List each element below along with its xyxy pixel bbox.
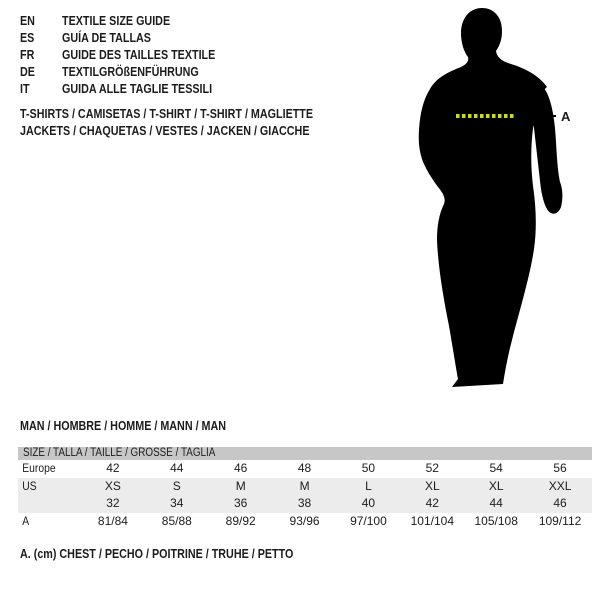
size-table bbox=[18, 447, 592, 530]
table-row bbox=[18, 460, 592, 478]
row-label: A bbox=[22, 513, 30, 528]
category-text: T-SHIRTS / CAMISETAS / T-SHIRT / T-SHIRT / MAGLIETTE bbox=[20, 107, 314, 121]
size-cell: 105/108 bbox=[474, 513, 518, 528]
size-cell: 46 bbox=[234, 461, 248, 475]
row-label bbox=[18, 495, 72, 513]
size-cell: 34 bbox=[170, 496, 184, 510]
size-cell: M bbox=[235, 478, 246, 493]
language-label: TEXTILGRÖßENFÜHRUNG bbox=[62, 65, 199, 79]
category-row bbox=[20, 106, 361, 123]
size-cell: XL bbox=[424, 478, 440, 493]
section-title bbox=[20, 419, 260, 433]
size-cell: 46 bbox=[553, 496, 567, 510]
size-table-header bbox=[18, 447, 592, 460]
size-cell: 52 bbox=[425, 461, 439, 475]
table-row bbox=[18, 495, 592, 513]
size-cell: S bbox=[172, 478, 181, 493]
language-row bbox=[20, 47, 240, 64]
man-silhouette-figure bbox=[400, 0, 585, 400]
size-cell: 50 bbox=[361, 461, 376, 475]
category-row bbox=[20, 123, 361, 140]
language-row bbox=[20, 30, 240, 47]
row-label: US bbox=[22, 478, 37, 493]
size-cell: 97/100 bbox=[350, 513, 387, 528]
size-table-rows bbox=[18, 460, 592, 530]
size-cell: XL bbox=[488, 478, 504, 493]
language-row bbox=[20, 13, 240, 30]
table-row bbox=[18, 513, 592, 531]
measurement-footnote-text: A. (cm) CHEST / PECHO / POITRINE / TRUHE / PETTO bbox=[20, 547, 294, 561]
size-cell: 89/92 bbox=[225, 513, 256, 528]
language-label: TEXTILE SIZE GUIDE bbox=[62, 14, 171, 28]
size-cell: 81/84 bbox=[97, 513, 128, 528]
size-cell: 93/96 bbox=[289, 513, 320, 528]
table-row bbox=[18, 478, 592, 496]
category-text: JACKETS / CHAQUETAS / VESTES / JACKEN / GIACCHE bbox=[20, 124, 310, 138]
size-cell: 38 bbox=[297, 496, 312, 510]
language-code: FR bbox=[20, 48, 35, 62]
section-title-text: MAN / HOMBRE / HOMME / MANN / MAN bbox=[20, 419, 227, 433]
size-table-header-text: SIZE / TALLA / TAILLE / GRÖSSE / TAGLIA bbox=[23, 447, 216, 459]
measurement-footnote bbox=[20, 547, 338, 561]
language-label: GUIDE DES TAILLES TEXTILE bbox=[62, 48, 216, 62]
size-cell: M bbox=[299, 478, 310, 493]
size-cell: 36 bbox=[234, 496, 248, 510]
size-cell: 42 bbox=[106, 461, 120, 475]
language-list bbox=[20, 13, 240, 98]
language-code: DE bbox=[20, 65, 35, 79]
language-code: IT bbox=[20, 82, 30, 96]
size-cell: 109/112 bbox=[538, 513, 582, 528]
language-code: EN bbox=[20, 14, 35, 28]
man-silhouette bbox=[419, 8, 547, 387]
size-cell: 42 bbox=[425, 496, 439, 510]
language-code: ES bbox=[20, 31, 35, 45]
language-label: GUIDA ALLE TAGLIE TESSILI bbox=[62, 82, 213, 96]
size-cell: 40 bbox=[361, 496, 376, 510]
size-cell: L bbox=[365, 478, 372, 493]
size-cell: 32 bbox=[106, 496, 120, 510]
row-label: Europe bbox=[22, 461, 56, 475]
size-cell: XXL bbox=[548, 478, 572, 493]
language-label: GUÍA DE TALLAS bbox=[62, 31, 151, 45]
language-row bbox=[20, 64, 240, 81]
category-list bbox=[20, 106, 361, 140]
size-cell: XS bbox=[104, 478, 121, 493]
size-cell: 56 bbox=[553, 461, 567, 475]
size-cell: 101/104 bbox=[410, 513, 454, 528]
size-cell: 85/88 bbox=[161, 513, 192, 528]
size-cell: 44 bbox=[170, 461, 184, 475]
language-row bbox=[20, 81, 240, 98]
size-cell: 48 bbox=[297, 461, 312, 475]
measure-label: A bbox=[561, 109, 571, 124]
size-cell: 44 bbox=[489, 496, 503, 510]
size-cell: 54 bbox=[489, 461, 503, 475]
